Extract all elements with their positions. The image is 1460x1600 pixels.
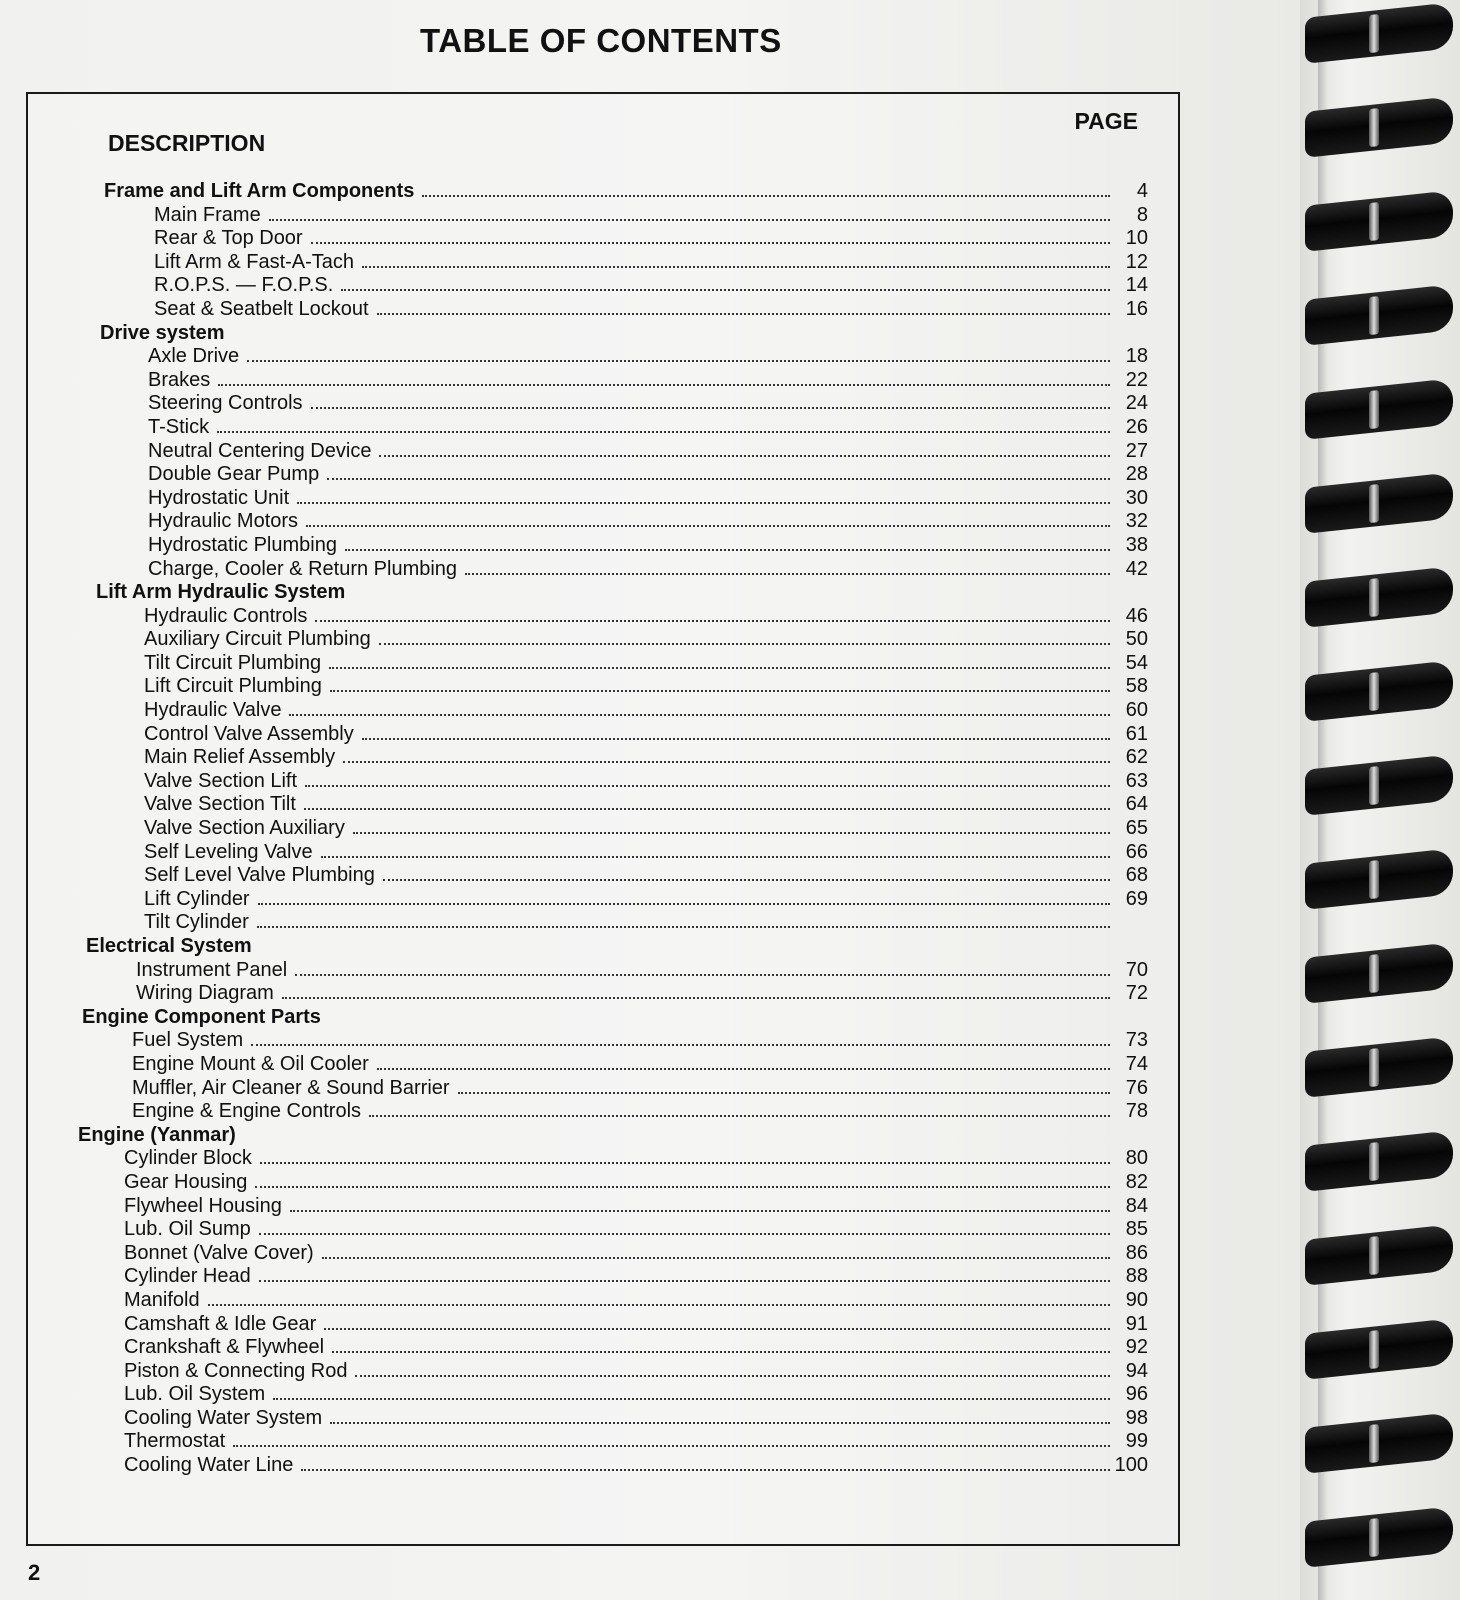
toc-entry-page: 99 (1125, 1430, 1148, 1453)
dot-leader (311, 242, 1110, 244)
dot-leader (289, 714, 1110, 716)
toc-section-heading: Drive system (100, 321, 225, 344)
toc-entry-label: Piston & Connecting Rod (124, 1359, 348, 1382)
toc-entry-page: 90 (1125, 1288, 1148, 1311)
dot-leader (218, 384, 1110, 386)
toc-entry-page: 74 (1125, 1052, 1148, 1075)
toc-entry-page: 69 (1125, 887, 1148, 910)
coil-highlight (1369, 14, 1379, 53)
dot-leader (255, 1186, 1110, 1188)
dot-leader (260, 1162, 1110, 1164)
dot-leader (329, 667, 1110, 669)
dot-leader (327, 478, 1110, 480)
coil-highlight (1369, 954, 1379, 993)
toc-entry-page: 88 (1125, 1265, 1148, 1288)
toc-entry (28, 274, 1178, 298)
toc-entry-page: 66 (1125, 840, 1148, 863)
toc-entry-page: 30 (1125, 486, 1148, 509)
toc-entry-label: Steering Controls (148, 392, 303, 415)
dot-leader (297, 502, 1110, 504)
toc-entry-page: 63 (1125, 769, 1148, 792)
dot-leader (332, 1351, 1110, 1353)
toc-entry (28, 251, 1178, 275)
toc-entry-label: Axle Drive (148, 345, 240, 368)
toc-entry (28, 1171, 1178, 1195)
toc-entry (28, 982, 1178, 1006)
toc-entry-page: 50 (1125, 628, 1148, 651)
dot-leader (377, 313, 1110, 315)
toc-entry-label: Cooling Water System (124, 1406, 323, 1429)
dot-leader (341, 289, 1110, 291)
toc-entry (28, 652, 1178, 676)
toc-frame (26, 92, 1180, 1546)
toc-entry (28, 1029, 1178, 1053)
toc-entry (28, 1218, 1178, 1242)
dot-leader (330, 1422, 1110, 1424)
toc-entry-label: Hydraulic Controls (144, 604, 308, 627)
toc-entry-label: Neutral Centering Device (148, 439, 372, 462)
toc-entry (28, 1195, 1178, 1219)
toc-entry (28, 723, 1178, 747)
toc-section-heading: Engine (Yanmar) (78, 1123, 236, 1146)
dot-leader (379, 455, 1110, 457)
toc-entry-label: Flywheel Housing (124, 1194, 282, 1217)
toc-entry-label: Thermostat (124, 1430, 226, 1453)
dot-leader (355, 1375, 1110, 1377)
dot-leader (383, 879, 1110, 881)
toc-entry-page: 24 (1125, 392, 1148, 415)
toc-entry (28, 888, 1178, 912)
toc-entry (28, 1336, 1178, 1360)
dot-leader (324, 1328, 1110, 1330)
coil-highlight (1369, 484, 1379, 523)
dot-leader (379, 643, 1110, 645)
toc-entry-label: Auxiliary Circuit Plumbing (144, 628, 371, 651)
dot-leader (269, 219, 1110, 221)
toc-entry-page: 22 (1125, 368, 1148, 391)
toc-entry (28, 440, 1178, 464)
toc-entry (28, 1147, 1178, 1171)
toc-entry (28, 1407, 1178, 1431)
coil-highlight (1369, 1518, 1379, 1557)
coil-highlight (1369, 860, 1379, 899)
coil-highlight (1369, 296, 1379, 335)
toc-entry (28, 1360, 1178, 1384)
toc-entry-page: 42 (1125, 557, 1148, 580)
toc-entry-page: 32 (1125, 510, 1148, 533)
toc-entry-page: 58 (1125, 675, 1148, 698)
description-header: DESCRIPTION (108, 130, 266, 156)
toc-entry-label: Camshaft & Idle Gear (124, 1312, 317, 1335)
toc-entry-label: T-Stick (148, 415, 210, 438)
toc-entry (28, 369, 1178, 393)
toc-entry-page: 38 (1125, 533, 1148, 556)
dot-leader (345, 549, 1110, 551)
toc-entry-page: 8 (1136, 203, 1148, 226)
dot-leader (458, 1092, 1110, 1094)
toc-entry-label: Double Gear Pump (148, 463, 320, 486)
dot-leader (273, 1398, 1110, 1400)
dot-leader (259, 1233, 1110, 1235)
toc-entry-page: 70 (1125, 958, 1148, 981)
dot-leader (282, 997, 1110, 999)
toc-entry-label: Self Level Valve Plumbing (144, 864, 375, 887)
toc-entry-label: Hydrostatic Plumbing (148, 533, 337, 556)
dot-leader (343, 761, 1110, 763)
toc-entry-page: 76 (1125, 1076, 1148, 1099)
toc-entry-label: R.O.P.S. — F.O.P.S. (154, 274, 334, 297)
toc-entry-label: Hydraulic Valve (144, 699, 282, 722)
toc-entry-page: 12 (1125, 250, 1148, 273)
toc-section-heading: Lift Arm Hydraulic System (96, 581, 346, 604)
toc-entry-page: 68 (1125, 864, 1148, 887)
dot-leader (422, 195, 1110, 197)
toc-section-heading: Engine Component Parts (82, 1005, 321, 1028)
toc-entry (28, 558, 1178, 582)
toc-entry (28, 817, 1178, 841)
toc-entry-label: Tilt Cylinder (144, 911, 249, 934)
dot-leader (465, 573, 1110, 575)
toc-entry-page: 14 (1125, 274, 1148, 297)
dot-leader (322, 1257, 1110, 1259)
toc-entry-label: Cooling Water Line (124, 1454, 294, 1477)
toc-entry-label: Self Leveling Valve (144, 840, 313, 863)
dot-leader (305, 785, 1110, 787)
toc-entry-page: 62 (1125, 746, 1148, 769)
toc-entry-label: Hydraulic Motors (148, 510, 299, 533)
toc-entry (28, 864, 1178, 888)
toc-entry-label: Lift Cylinder (144, 887, 250, 910)
dot-leader (233, 1445, 1110, 1447)
dot-leader (304, 808, 1110, 810)
toc-entry (28, 1430, 1178, 1454)
dot-leader (362, 738, 1110, 740)
dot-leader (295, 974, 1110, 976)
toc-entry (28, 793, 1178, 817)
toc-section-heading: Electrical System (86, 935, 252, 957)
dot-leader (257, 926, 1110, 928)
toc-entry (28, 227, 1178, 251)
toc-entry-label: Wiring Diagram (136, 982, 274, 1005)
dot-leader (247, 360, 1110, 362)
toc-entry (28, 911, 1178, 935)
toc-entry-label: Lift Arm & Fast-A-Tach (154, 250, 355, 273)
toc-entry-page: 54 (1125, 651, 1148, 674)
dot-leader (208, 1304, 1110, 1306)
toc-entry-label: Main Frame (154, 203, 261, 226)
toc-entry-label: Lift Circuit Plumbing (144, 675, 322, 698)
dot-leader (306, 525, 1110, 527)
toc-entry-label: Control Valve Assembly (144, 722, 354, 745)
dot-leader (290, 1210, 1110, 1212)
section-label: Frame and Lift Arm Components (104, 180, 415, 202)
toc-entry-label: Cylinder Head (124, 1265, 251, 1288)
coil-highlight (1369, 1048, 1379, 1087)
toc-entry (28, 463, 1178, 487)
toc-entry (28, 345, 1178, 369)
toc-entry-label: Crankshaft & Flywheel (124, 1336, 325, 1359)
dot-leader (259, 1280, 1110, 1282)
dot-leader (377, 1068, 1110, 1070)
toc-entry-page: 100 (1114, 1454, 1148, 1477)
toc-entry-page: 16 (1125, 297, 1148, 320)
toc-entry-label: Charge, Cooler & Return Plumbing (148, 557, 458, 580)
toc-entry (28, 1053, 1178, 1077)
toc-entry-page: 84 (1125, 1194, 1148, 1217)
toc-entry-page: 85 (1125, 1218, 1148, 1241)
toc-entry-page: 78 (1125, 1100, 1148, 1123)
toc-entry-label: Engine & Engine Controls (132, 1100, 362, 1123)
toc-entry-label: Seat & Seatbelt Lockout (154, 297, 369, 320)
toc-entry (28, 392, 1178, 416)
toc-entry-page: 46 (1125, 604, 1148, 627)
toc-entry (28, 959, 1178, 983)
toc-entry (28, 1242, 1178, 1266)
toc-entry-page: 27 (1125, 439, 1148, 462)
page-header: PAGE (1074, 108, 1138, 134)
coil-highlight (1369, 1236, 1379, 1275)
toc-entry-page: 82 (1125, 1170, 1148, 1193)
toc-entry-label: Cylinder Block (124, 1147, 252, 1170)
coil-highlight (1369, 390, 1379, 429)
toc-entry (28, 487, 1178, 511)
coil-highlight (1369, 202, 1379, 241)
toc-entry-page: 80 (1125, 1147, 1148, 1170)
toc-entry (28, 1265, 1178, 1289)
toc-entry (28, 628, 1178, 652)
toc-entry-label: Fuel System (132, 1029, 244, 1052)
toc-entry-page: 18 (1125, 345, 1148, 368)
coil-highlight (1369, 1142, 1379, 1181)
toc-entry-page: 28 (1125, 463, 1148, 486)
toc-entry-label: Brakes (148, 368, 211, 391)
toc-entry (28, 675, 1178, 699)
toc-entry (28, 1100, 1178, 1124)
toc-section-heading (28, 180, 1178, 204)
dot-leader (251, 1044, 1110, 1046)
toc-entry-page: 72 (1125, 982, 1148, 1005)
toc-entry-label: Rear & Top Door (154, 227, 303, 250)
toc-entry-label: Valve Section Lift (144, 769, 298, 792)
toc-entry (28, 510, 1178, 534)
toc-entry (28, 770, 1178, 794)
toc-entry-page: 86 (1125, 1241, 1148, 1264)
toc-entry (28, 1313, 1178, 1337)
coil-highlight (1369, 766, 1379, 805)
coil-highlight (1369, 108, 1379, 147)
toc-entry-label: Lub. Oil Sump (124, 1218, 251, 1241)
coil-highlight (1369, 672, 1379, 711)
toc-entry (28, 699, 1178, 723)
toc-entry-page: 73 (1125, 1029, 1148, 1052)
dot-leader (217, 431, 1110, 433)
toc-entry-page: 94 (1125, 1359, 1148, 1382)
toc-entry-page: 92 (1125, 1336, 1148, 1359)
toc-entry-label: Muffler, Air Cleaner & Sound Barrier (132, 1076, 450, 1099)
toc-entry-page: 65 (1125, 817, 1148, 840)
toc-entry (28, 1077, 1178, 1101)
toc-entry-label: Main Relief Assembly (144, 746, 336, 769)
toc-entry-label: Engine Mount & Oil Cooler (132, 1052, 369, 1075)
dot-leader (258, 903, 1110, 905)
toc-entry-page: 60 (1125, 699, 1148, 722)
section-page: 4 (1136, 180, 1148, 202)
toc-entry (28, 534, 1178, 558)
toc-entry-page: 26 (1125, 415, 1148, 438)
toc-entry-page: 98 (1125, 1406, 1148, 1429)
dot-leader (315, 620, 1110, 622)
toc-entry-page: 96 (1125, 1383, 1148, 1406)
toc-entry (28, 1454, 1178, 1478)
toc-entry (28, 605, 1178, 629)
coil-highlight (1369, 578, 1379, 617)
toc-entry-label: Hydrostatic Unit (148, 486, 290, 509)
coil-highlight (1369, 1424, 1379, 1463)
toc-entry-page: 10 (1125, 227, 1148, 250)
toc-entry (28, 416, 1178, 440)
toc-entry (28, 1383, 1178, 1407)
toc-entry-label: Lub. Oil System (124, 1383, 266, 1406)
toc-entry-label: Valve Section Tilt (144, 793, 296, 816)
page-number: 2 (28, 1560, 41, 1585)
toc-entry (28, 746, 1178, 770)
toc-entry-label: Manifold (124, 1288, 200, 1311)
dot-leader (369, 1115, 1110, 1117)
toc-entry-page: 61 (1125, 722, 1148, 745)
toc-entry (28, 1289, 1178, 1313)
toc-entry-label: Gear Housing (124, 1170, 248, 1193)
toc-list (28, 180, 1178, 1478)
toc-entry-page: 64 (1125, 793, 1148, 816)
toc-entry-label: Instrument Panel (136, 958, 288, 981)
dot-leader (311, 407, 1110, 409)
dot-leader (301, 1469, 1110, 1471)
coil-highlight (1369, 1330, 1379, 1369)
toc-entry (28, 298, 1178, 322)
dot-leader (362, 266, 1110, 268)
toc-entry-page: 91 (1125, 1312, 1148, 1335)
toc-entry-label: Valve Section Auxiliary (144, 817, 345, 840)
dot-leader (330, 690, 1110, 692)
page-title: TABLE OF CONTENTS (420, 22, 782, 59)
dot-leader (353, 832, 1110, 834)
dot-leader (321, 856, 1110, 858)
toc-entry (28, 204, 1178, 228)
toc-entry (28, 841, 1178, 865)
toc-entry-label: Tilt Circuit Plumbing (144, 651, 322, 674)
toc-entry-label: Bonnet (Valve Cover) (124, 1241, 314, 1264)
